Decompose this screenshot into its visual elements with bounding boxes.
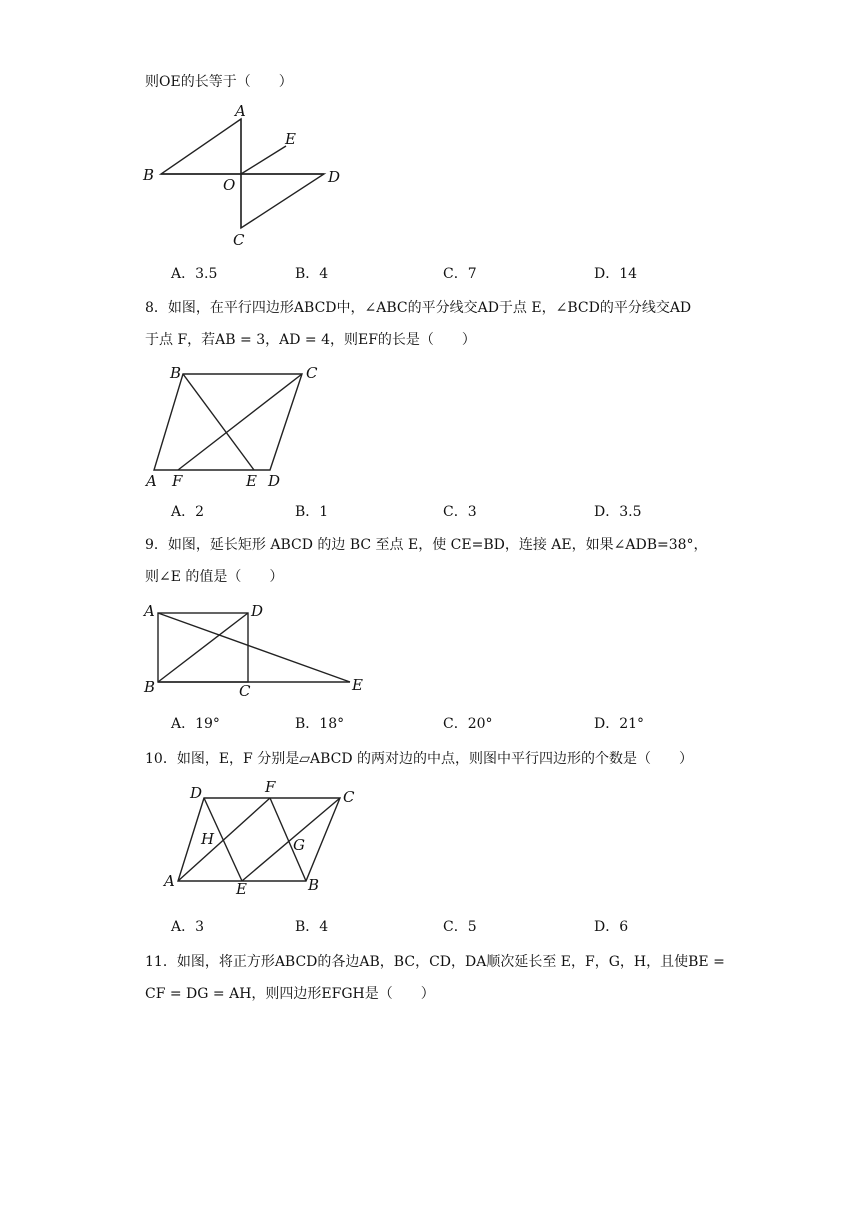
q7-option-c: C．7: [443, 266, 477, 282]
q10-label-D: D: [190, 784, 203, 802]
q7-label-O: O: [223, 176, 236, 194]
q9-label-D: D: [251, 602, 264, 620]
q8-option-d: D．3.5: [594, 504, 642, 520]
q7-stem: 则OE的长等于（ ）: [145, 74, 293, 90]
q8-options: [171, 502, 791, 522]
q8-label-E: E: [246, 472, 257, 490]
q7-label-E: E: [285, 130, 296, 148]
q9-label-A: A: [144, 602, 155, 620]
q9-label-E: E: [352, 676, 363, 694]
q9-options: [171, 714, 791, 734]
q7-label-C: C: [233, 231, 245, 249]
q7-option-d: D．14: [594, 266, 638, 282]
q8-parallelogram-figure: [140, 362, 340, 490]
q8-option-c: C．3: [443, 504, 477, 520]
q7-option-b: B．4: [295, 266, 329, 282]
q10-label-A: A: [164, 872, 175, 890]
q10-label-F: F: [265, 778, 276, 796]
q7-label-D: D: [328, 168, 341, 186]
q8-stem-line1: 8．如图，在平行四边形ABCD中，∠ABC的平分线交AD于点 E，∠BCD的平分线交AD: [145, 300, 692, 316]
q10-label-B: B: [308, 876, 320, 894]
q8-label-C: C: [306, 364, 318, 382]
q8-label-B: B: [170, 364, 182, 382]
q10-parallelogram-figure: [160, 778, 366, 900]
q9-label-C: C: [239, 682, 251, 700]
q10-label-E: E: [236, 880, 247, 898]
q9-label-B: B: [144, 678, 156, 696]
q8-stem-line2: 于点 F，若AB = 3，AD = 4，则EF的长是（ ）: [145, 332, 476, 348]
q7-label-A: A: [235, 102, 246, 120]
q10-stem-line1: 10．如图，E，F 分别是▱ABCD 的两对边的中点，则图中平行四边形的个数是（ ）: [145, 751, 694, 767]
q8-label-F: F: [172, 472, 183, 490]
q9-option-d: D．21°: [594, 716, 645, 732]
q10-label-C: C: [343, 788, 355, 806]
q9-stem-line2: 则∠E 的值是（ ）: [145, 569, 284, 585]
q10-option-a: A．3: [171, 919, 205, 935]
q11-stem-line1: 11．如图，将正方形ABCD的各边AB，BC，CD，DA顺次延长至 E，F，G，H，且使BE =: [145, 954, 725, 970]
q9-option-b: B．18°: [295, 716, 345, 732]
q7-rhombus-figure: [140, 102, 360, 250]
q10-option-d: D．6: [594, 919, 629, 935]
q7-label-B: B: [143, 166, 155, 184]
q9-rectangle-figure: [140, 600, 372, 700]
q10-label-G: G: [293, 836, 305, 854]
q8-label-A: A: [146, 472, 157, 490]
q8-option-a: A．2: [171, 504, 205, 520]
q9-stem-line1: 9．如图，延长矩形 ABCD 的边 BC 至点 E，使 CE=BD，连接 AE，如果∠ADB=38°，: [145, 537, 708, 553]
q9-option-c: C．20°: [443, 716, 493, 732]
q7-options: [171, 264, 791, 284]
q11-stem-line2: CF = DG = AH，则四边形EFGH是（ ）: [145, 986, 435, 1002]
q8-label-D: D: [268, 472, 281, 490]
q7-option-a: A．3.5: [171, 266, 218, 282]
q10-label-H: H: [201, 830, 215, 848]
q10-options: [171, 917, 791, 937]
q9-option-a: A．19°: [171, 716, 220, 732]
q10-option-b: B．4: [295, 919, 329, 935]
q10-option-c: C．5: [443, 919, 477, 935]
q8-option-b: B．1: [295, 504, 329, 520]
